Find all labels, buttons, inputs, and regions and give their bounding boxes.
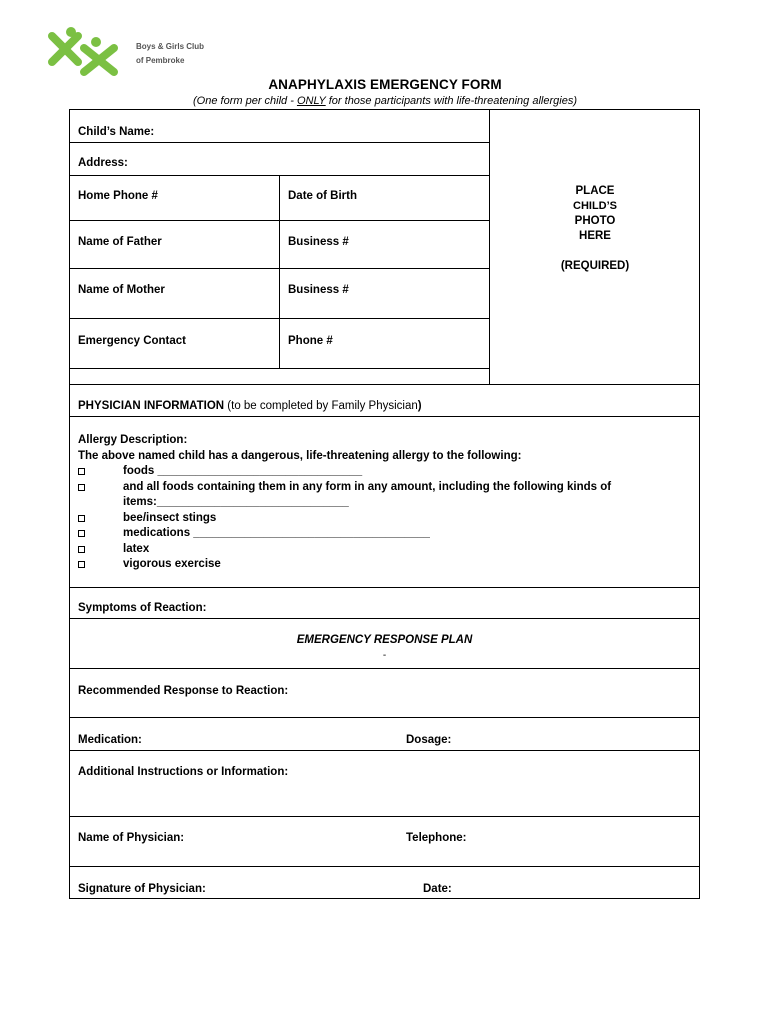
physician-note: (to be completed by Family Physician	[224, 400, 418, 412]
bee-stings-checkbox[interactable]	[78, 515, 85, 522]
exercise-text: vigorous exercise	[123, 558, 221, 570]
section-line	[69, 750, 700, 751]
photo-line-2: CHILD’S	[573, 200, 617, 212]
emergency-contact-label: Emergency Contact	[78, 335, 187, 347]
boys-girls-club-logo	[44, 26, 124, 78]
recommended-response-label: Recommended Response to Reaction:	[78, 685, 289, 697]
allergy-item-foods	[78, 464, 678, 480]
subtitle-pre: (One form per child -	[193, 95, 297, 107]
physician-name-label: Name of Physician:	[78, 832, 185, 844]
logo-line-2: of Pembroke	[136, 56, 185, 65]
photo-divider	[489, 109, 490, 384]
photo-line-4: HERE	[579, 230, 611, 242]
emergency-phone-label: Phone #	[288, 335, 333, 347]
subtitle-post: for those participants with life-threatening allergies)	[325, 95, 577, 107]
home-phone-label: Home Phone #	[78, 190, 158, 202]
row-line	[69, 268, 490, 269]
logo-text	[136, 40, 204, 68]
section-line	[69, 717, 700, 718]
photo-required: (REQUIRED)	[560, 260, 630, 272]
allergy-item-medications	[78, 526, 678, 542]
foods-text: foods ________________________________	[123, 465, 363, 477]
allergy-item-exercise	[78, 557, 678, 573]
section-line	[69, 618, 700, 619]
section-line	[69, 668, 700, 669]
emergency-plan-title: EMERGENCY RESPONSE PLAN	[296, 634, 473, 646]
section-line	[69, 587, 700, 588]
section-line	[69, 416, 700, 417]
latex-text: latex	[123, 542, 150, 555]
foods-checkbox[interactable]	[78, 468, 85, 475]
items-line-text: items:______________________________	[123, 496, 349, 508]
physician-heading-text: PHYSICIAN INFORMATION	[78, 400, 225, 412]
allergy-item-all-foods	[78, 480, 678, 496]
row-line	[69, 175, 490, 176]
mother-business-label: Business #	[288, 284, 349, 296]
latex-checkbox[interactable]	[78, 546, 85, 553]
physician-note-close: )	[417, 400, 422, 412]
date-label: Date:	[423, 883, 452, 895]
additional-instructions-label: Additional Instructions or Information:	[78, 766, 289, 778]
row-line	[69, 318, 490, 319]
row-line	[69, 220, 490, 221]
symptoms-label: Symptoms of Reaction:	[78, 602, 207, 614]
photo-line-1: PLACE	[575, 185, 615, 197]
column-divider	[279, 175, 280, 368]
medication-label: Medication:	[78, 734, 142, 746]
physician-signature-label: Signature of Physician:	[78, 883, 206, 895]
allergy-section	[78, 433, 678, 573]
date-of-birth-label: Date of Birth	[288, 190, 357, 202]
medications-text: medications _____________________________________	[123, 527, 430, 539]
exercise-checkbox[interactable]	[78, 561, 85, 568]
mother-name-label: Name of Mother	[78, 284, 165, 296]
physician-info-heading	[78, 400, 422, 412]
father-name-label: Name of Father	[78, 236, 162, 248]
section-line	[69, 866, 700, 867]
form-title: ANAPHYLAXIS EMERGENCY FORM	[268, 77, 502, 92]
medications-checkbox[interactable]	[78, 530, 85, 537]
subtitle-only: ONLY	[296, 95, 326, 107]
allergy-item-latex	[78, 542, 678, 558]
allergy-intro: The above named child has a dangerous, life-threatening allergy to the following:	[78, 449, 522, 462]
all-foods-text: and all foods containing them in any form in any amount, including the following kinds of	[123, 480, 612, 493]
all-foods-checkbox[interactable]	[78, 484, 85, 491]
section-line	[69, 384, 700, 385]
photo-placeholder	[491, 184, 699, 244]
childs-name-label: Child’s Name:	[78, 126, 155, 138]
photo-line-3: PHOTO	[574, 215, 616, 227]
dosage-label: Dosage:	[406, 734, 452, 746]
allergy-item-items-line	[78, 495, 678, 511]
allergy-item-bee-stings	[78, 511, 678, 527]
logo-line-1: Boys & Girls Club	[136, 42, 205, 51]
bee-stings-text: bee/insect stings	[123, 511, 217, 524]
address-label: Address:	[78, 157, 128, 169]
telephone-label: Telephone:	[406, 832, 467, 844]
form-subtitle	[0, 95, 770, 107]
emergency-plan-dash: -	[382, 650, 387, 661]
row-line	[69, 142, 490, 143]
father-business-label: Business #	[288, 236, 349, 248]
section-line	[69, 816, 700, 817]
allergy-description-label: Allergy Description:	[78, 434, 188, 446]
row-line	[69, 368, 490, 369]
